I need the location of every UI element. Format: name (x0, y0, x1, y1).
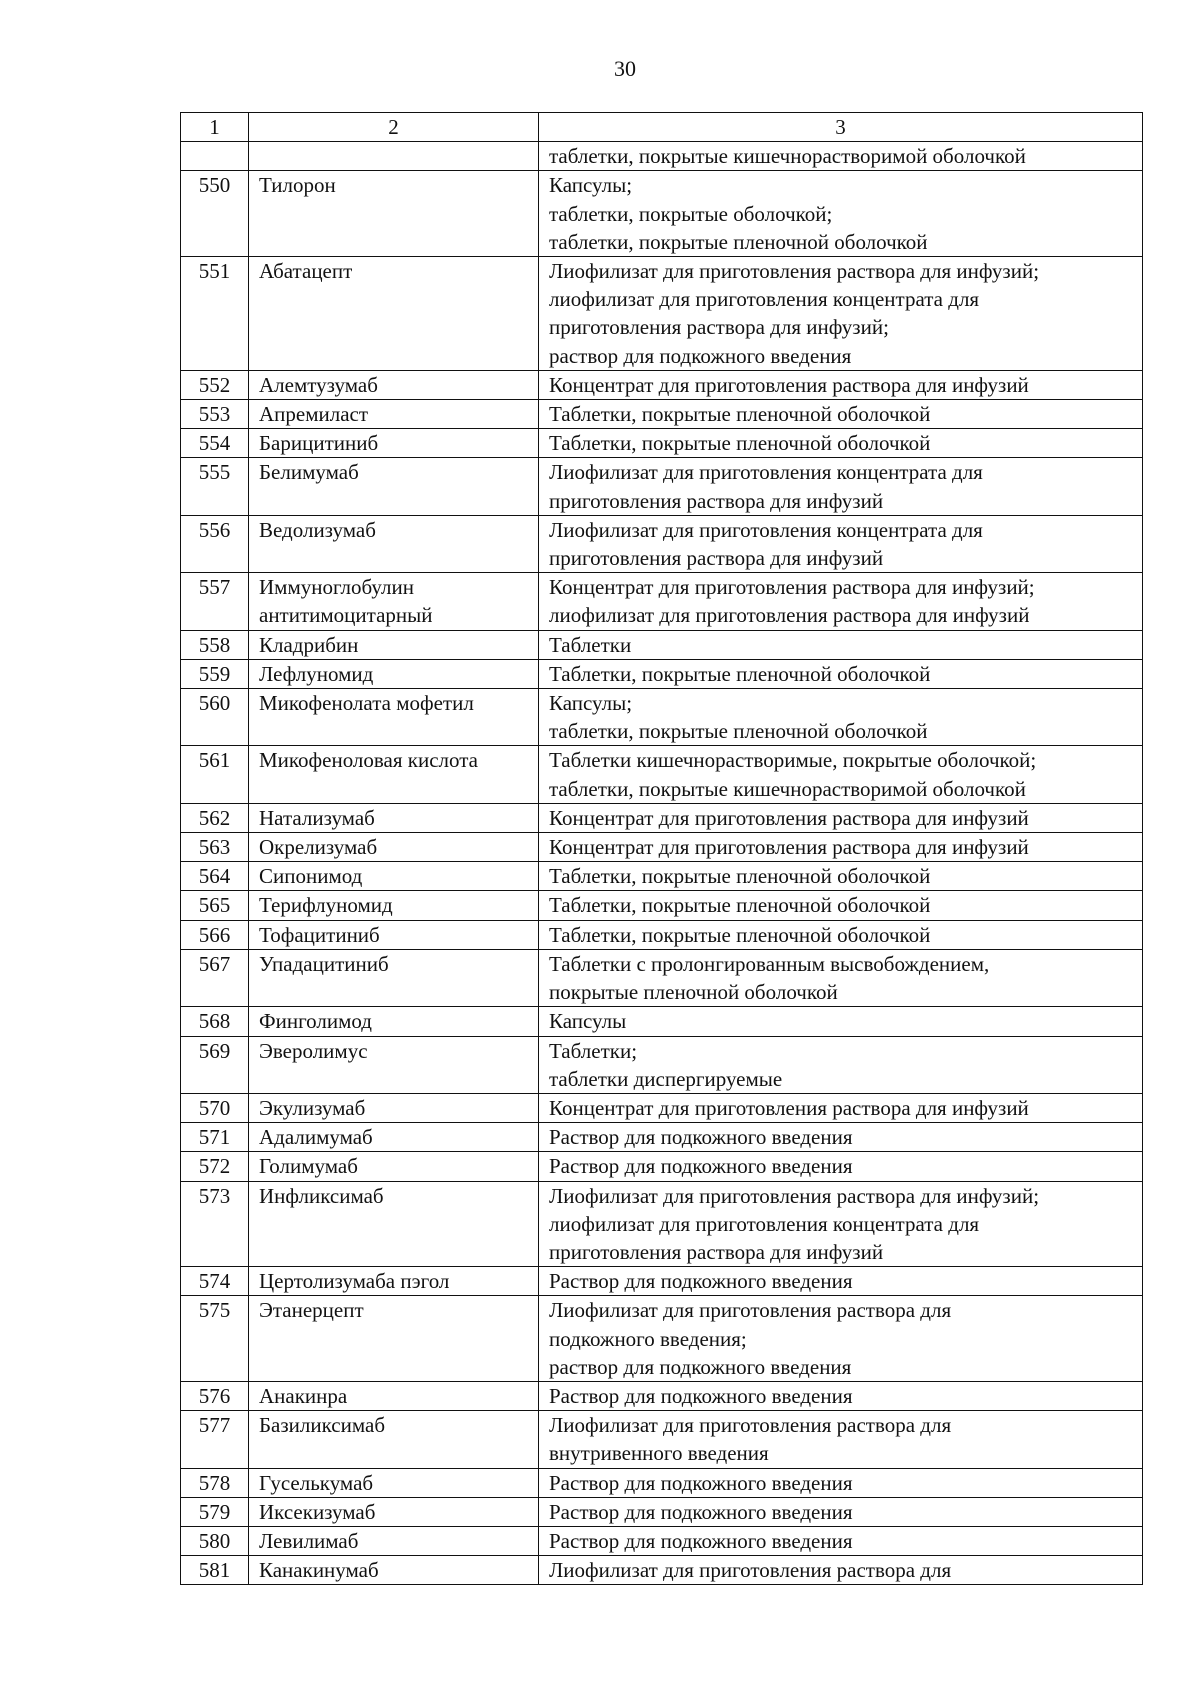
dosage-form-cell (539, 1468, 1143, 1497)
dosage-form-line: Лиофилизат для приготовления раствора для инфузий; (549, 1183, 1040, 1208)
drug-name-line: Барицитиниб (259, 431, 379, 456)
drug-name-cell (249, 429, 539, 458)
row-number: 556 (181, 515, 249, 572)
dosage-form-line: подкожного введения; (549, 1326, 747, 1351)
dosage-form-line: приготовления раствора для инфузий (549, 546, 884, 571)
drug-name-line: Финголимод (259, 1009, 372, 1034)
column-header-2: 2 (249, 113, 539, 142)
drug-name-cell (249, 370, 539, 399)
drug-table (180, 112, 1143, 1585)
drug-name-line: Гуселькумаб (259, 1470, 374, 1495)
drug-name-line: Цертолизумаба пэгол (259, 1269, 450, 1294)
dosage-form-line: Лиофилизат для приготовления раствора для инфузий; (549, 259, 1040, 284)
drug-name-line: Левилимаб (259, 1528, 359, 1553)
dosage-form-cell (539, 659, 1143, 688)
drug-name-line: Эверолимус (259, 1038, 368, 1063)
row-number: 579 (181, 1497, 249, 1526)
drug-name-cell (249, 891, 539, 920)
drug-name-cell (249, 1267, 539, 1296)
dosage-form-line: Таблетки, покрытые пленочной оболочкой (549, 402, 931, 427)
table-row (181, 142, 1143, 171)
dosage-form-line: Капсулы; (549, 173, 633, 198)
dosage-form-cell (539, 630, 1143, 659)
drug-name-cell (249, 1296, 539, 1382)
dosage-form-line: раствор для подкожного введения (549, 343, 852, 368)
drug-name-line: Апремиласт (259, 402, 369, 427)
drug-name-line: Базиликсимаб (259, 1413, 386, 1438)
drug-name-cell (249, 257, 539, 371)
dosage-form-cell (539, 1296, 1143, 1382)
dosage-form-cell (539, 515, 1143, 572)
dosage-form-line: Концентрат для приготовления раствора для инфузий (549, 372, 1029, 397)
drug-name-cell (249, 630, 539, 659)
dosage-form-cell (539, 689, 1143, 746)
dosage-form-line: Таблетки кишечнорастворимые, покрытые оболочкой; (549, 748, 1037, 773)
dosage-form-cell (539, 746, 1143, 803)
drug-name-cell (249, 1381, 539, 1410)
drug-name-cell (249, 1007, 539, 1036)
drug-name-cell (249, 1468, 539, 1497)
drug-name-cell (249, 689, 539, 746)
dosage-form-line: Концентрат для приготовления раствора для инфузий (549, 835, 1029, 860)
row-number: 551 (181, 257, 249, 371)
row-number: 554 (181, 429, 249, 458)
drug-name-line: Этанерцепт (259, 1298, 364, 1323)
dosage-form-cell (539, 1123, 1143, 1152)
dosage-form-cell (539, 1556, 1143, 1585)
dosage-form-line: Таблетки с пролонгированным высвобождением, (549, 951, 990, 976)
dosage-form-cell (539, 1411, 1143, 1468)
drug-name-line: Кладрибин (259, 632, 359, 657)
row-number (181, 142, 249, 171)
dosage-form-cell (539, 400, 1143, 429)
dosage-form-line: лиофилизат для приготовления концентрата для (549, 1211, 980, 1236)
page-number: 30 (614, 56, 636, 81)
dosage-form-cell (539, 862, 1143, 891)
drug-name-cell (249, 1152, 539, 1181)
dosage-form-cell (539, 1497, 1143, 1526)
row-number: 561 (181, 746, 249, 803)
table-row (181, 1007, 1143, 1036)
dosage-form-cell (539, 1093, 1143, 1122)
row-number: 558 (181, 630, 249, 659)
drug-name-line: Адалимумаб (259, 1125, 373, 1150)
row-number: 553 (181, 400, 249, 429)
dosage-form-cell (539, 949, 1143, 1006)
drug-name-cell (249, 1526, 539, 1555)
table-row (181, 400, 1143, 429)
dosage-form-line: Раствор для подкожного введения (549, 1499, 853, 1524)
table-row (181, 1468, 1143, 1497)
drug-name-cell (249, 400, 539, 429)
dosage-form-line: Лиофилизат для приготовления раствора для (549, 1298, 952, 1323)
row-number: 581 (181, 1556, 249, 1585)
column-header-3: 3 (539, 113, 1143, 142)
table-row (181, 630, 1143, 659)
row-number: 559 (181, 659, 249, 688)
dosage-form-cell (539, 458, 1143, 515)
drug-name-line: Микофенолата мофетил (259, 691, 474, 716)
dosage-form-line: лиофилизат для приготовления раствора для инфузий (549, 603, 1030, 628)
table-row (181, 1123, 1143, 1152)
dosage-form-line: внутривенного введения (549, 1441, 769, 1466)
dosage-form-line: таблетки, покрытые оболочкой; (549, 201, 833, 226)
drug-name-cell (249, 1556, 539, 1585)
table-row (181, 746, 1143, 803)
table-row (181, 429, 1143, 458)
dosage-form-line: Раствор для подкожного введения (549, 1269, 853, 1294)
drug-name-cell (249, 833, 539, 862)
dosage-form-line: таблетки, покрытые пленочной оболочкой (549, 719, 928, 744)
dosage-form-cell (539, 1526, 1143, 1555)
drug-name-cell (249, 1497, 539, 1526)
dosage-form-line: Таблетки, покрытые пленочной оболочкой (549, 922, 931, 947)
table-row (181, 1526, 1143, 1555)
drug-name-line: Анакинра (259, 1383, 348, 1408)
table-row (181, 171, 1143, 257)
drug-name-line: Абатацепт (259, 259, 353, 284)
dosage-form-line: Таблетки, покрытые пленочной оболочкой (549, 893, 931, 918)
drug-name-cell (249, 803, 539, 832)
drug-name-cell (249, 171, 539, 257)
drug-name-cell (249, 142, 539, 171)
dosage-form-cell (539, 573, 1143, 630)
dosage-form-line: приготовления раствора для инфузий; (549, 315, 889, 340)
drug-name-line: Тилорон (259, 173, 336, 198)
row-number: 575 (181, 1296, 249, 1382)
dosage-form-cell (539, 1007, 1143, 1036)
dosage-form-line: Капсулы (549, 1009, 627, 1034)
drug-name-line: Лефлуномид (259, 661, 374, 686)
dosage-form-line: Раствор для подкожного введения (549, 1470, 853, 1495)
drug-name-line: Иксекизумаб (259, 1499, 376, 1524)
dosage-form-cell (539, 891, 1143, 920)
table-row (181, 257, 1143, 371)
dosage-form-line: Раствор для подкожного введения (549, 1125, 853, 1150)
table-row (181, 891, 1143, 920)
drug-name-line: антитимоцитарный (259, 603, 433, 628)
dosage-form-line: Концентрат для приготовления раствора для инфузий (549, 1095, 1029, 1120)
dosage-form-line: Таблетки, покрытые пленочной оболочкой (549, 431, 931, 456)
table-row (181, 920, 1143, 949)
dosage-form-line: Капсулы; (549, 691, 633, 716)
row-number: 569 (181, 1036, 249, 1093)
drug-name-cell (249, 573, 539, 630)
table-row (181, 573, 1143, 630)
dosage-form-line: таблетки, покрытые кишечнорастворимой оболочкой (549, 144, 1026, 169)
drug-name-cell (249, 1411, 539, 1468)
table-row (181, 370, 1143, 399)
drug-name-line: Экулизумаб (259, 1095, 366, 1120)
row-number: 562 (181, 803, 249, 832)
drug-name-cell (249, 862, 539, 891)
drug-name-line: Белимумаб (259, 460, 359, 485)
dosage-form-line: Концентрат для приготовления раствора для инфузий; (549, 575, 1035, 600)
drug-name-line: Инфликсимаб (259, 1183, 384, 1208)
dosage-form-line: таблетки, покрытые кишечнорастворимой оболочкой (549, 776, 1026, 801)
table-row (181, 862, 1143, 891)
dosage-form-line: таблетки, покрытые пленочной оболочкой (549, 229, 928, 254)
dosage-form-cell (539, 370, 1143, 399)
dosage-form-cell (539, 429, 1143, 458)
drug-name-line: Голимумаб (259, 1154, 358, 1179)
table-row (181, 1093, 1143, 1122)
table-header-row (181, 113, 1143, 142)
drug-name-line: Терифлуномид (259, 893, 393, 918)
row-number: 566 (181, 920, 249, 949)
row-number: 552 (181, 370, 249, 399)
row-number: 555 (181, 458, 249, 515)
table-row (181, 659, 1143, 688)
drug-name-cell (249, 1036, 539, 1093)
dosage-form-line: раствор для подкожного введения (549, 1354, 852, 1379)
dosage-form-cell (539, 1152, 1143, 1181)
dosage-form-line: Концентрат для приготовления раствора для инфузий (549, 805, 1029, 830)
dosage-form-cell (539, 833, 1143, 862)
table-row (181, 1181, 1143, 1267)
dosage-form-cell (539, 142, 1143, 171)
table-row (181, 1381, 1143, 1410)
table-row (181, 1497, 1143, 1526)
table-row (181, 458, 1143, 515)
drug-name-cell (249, 458, 539, 515)
dosage-form-line: Раствор для подкожного введения (549, 1383, 853, 1408)
dosage-form-line: приготовления раствора для инфузий (549, 1239, 884, 1264)
dosage-form-cell (539, 257, 1143, 371)
drug-name-cell (249, 515, 539, 572)
row-number: 580 (181, 1526, 249, 1555)
row-number: 563 (181, 833, 249, 862)
table-row (181, 1411, 1143, 1468)
drug-name-line: Окрелизумаб (259, 835, 378, 860)
table-row (181, 1152, 1143, 1181)
drug-name-line: Иммуноглобулин (259, 575, 414, 600)
drug-name-cell (249, 659, 539, 688)
table-row (181, 1036, 1143, 1093)
dosage-form-cell (539, 1036, 1143, 1093)
row-number: 571 (181, 1123, 249, 1152)
dosage-form-line: покрытые пленочной оболочкой (549, 980, 838, 1005)
drug-name-line: Микофеноловая кислота (259, 748, 479, 773)
dosage-form-line: Таблетки (549, 632, 632, 657)
row-number: 568 (181, 1007, 249, 1036)
table-body (181, 142, 1143, 1585)
table-row (181, 803, 1143, 832)
dosage-form-cell (539, 803, 1143, 832)
drug-name-line: Канакинумаб (259, 1558, 379, 1583)
table-row (181, 1267, 1143, 1296)
dosage-form-line: Лиофилизат для приготовления концентрата для (549, 460, 983, 485)
table-row (181, 689, 1143, 746)
dosage-form-line: Раствор для подкожного введения (549, 1154, 853, 1179)
row-number: 572 (181, 1152, 249, 1181)
dosage-form-cell (539, 1381, 1143, 1410)
drug-name-line: Ведолизумаб (259, 517, 376, 542)
row-number: 550 (181, 171, 249, 257)
drug-name-cell (249, 920, 539, 949)
row-number: 574 (181, 1267, 249, 1296)
dosage-form-line: Таблетки, покрытые пленочной оболочкой (549, 661, 931, 686)
row-number: 577 (181, 1411, 249, 1468)
row-number: 565 (181, 891, 249, 920)
dosage-form-line: приготовления раствора для инфузий (549, 488, 884, 513)
dosage-form-line: Лиофилизат для приготовления концентрата для (549, 517, 983, 542)
drug-name-cell (249, 1123, 539, 1152)
drug-name-cell (249, 1181, 539, 1267)
drug-name-line: Алемтузумаб (259, 372, 378, 397)
drug-name-line: Упадацитиниб (259, 951, 389, 976)
dosage-form-line: лиофилизат для приготовления концентрата для (549, 287, 980, 312)
table-row (181, 1556, 1143, 1585)
table-row (181, 949, 1143, 1006)
row-number: 560 (181, 689, 249, 746)
row-number: 570 (181, 1093, 249, 1122)
drug-name-line: Тофацитиниб (259, 922, 380, 947)
column-header-1: 1 (181, 113, 249, 142)
dosage-form-cell (539, 1267, 1143, 1296)
dosage-form-line: Таблетки, покрытые пленочной оболочкой (549, 864, 931, 889)
table-row (181, 833, 1143, 862)
row-number: 564 (181, 862, 249, 891)
dosage-form-line: Таблетки; (549, 1038, 638, 1063)
row-number: 576 (181, 1381, 249, 1410)
table-row (181, 515, 1143, 572)
row-number: 567 (181, 949, 249, 1006)
dosage-form-cell (539, 1181, 1143, 1267)
row-number: 557 (181, 573, 249, 630)
drug-name-cell (249, 746, 539, 803)
row-number: 573 (181, 1181, 249, 1267)
dosage-form-cell (539, 171, 1143, 257)
row-number: 578 (181, 1468, 249, 1497)
table-row (181, 1296, 1143, 1382)
drug-name-line: Натализумаб (259, 805, 375, 830)
dosage-form-cell (539, 920, 1143, 949)
dosage-form-line: Раствор для подкожного введения (549, 1528, 853, 1553)
dosage-form-line: Лиофилизат для приготовления раствора для (549, 1413, 952, 1438)
dosage-form-line: Лиофилизат для приготовления раствора для (549, 1558, 952, 1583)
drug-name-line: Сипонимод (259, 864, 363, 889)
dosage-form-line: таблетки диспергируемые (549, 1066, 783, 1091)
drug-name-cell (249, 1093, 539, 1122)
drug-name-cell (249, 949, 539, 1006)
